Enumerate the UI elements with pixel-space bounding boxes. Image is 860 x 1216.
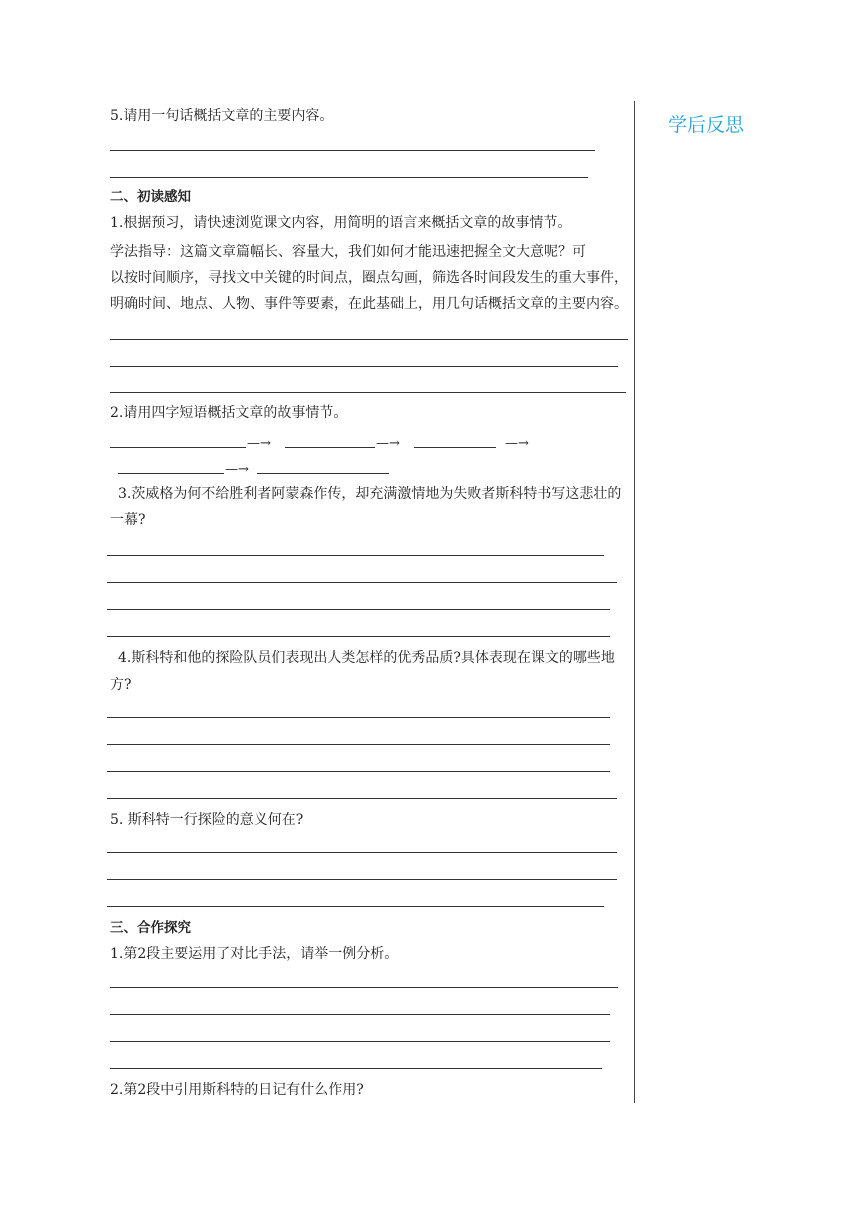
plot-blank-2 bbox=[285, 447, 375, 448]
question-2-4-line-2: 方? bbox=[110, 677, 132, 693]
question-2-3-line-1: 3.茨威格为何不给胜利者阿蒙森作传，却充满激情地为失败者斯科特书写这悲壮的 bbox=[118, 486, 622, 502]
answer-line bbox=[110, 150, 595, 151]
answer-line bbox=[110, 177, 588, 178]
answer-line bbox=[110, 1014, 610, 1015]
question-3-2: 2.第2段中引用斯科特的日记有什么作用? bbox=[110, 1082, 364, 1098]
answer-line bbox=[107, 771, 610, 772]
question-2-3-line-2: 一幕? bbox=[110, 512, 146, 528]
answer-line bbox=[107, 555, 604, 556]
answer-line bbox=[107, 879, 617, 880]
answer-line bbox=[110, 339, 628, 340]
arrow-icon: —→ bbox=[376, 436, 400, 451]
question-3-1: 1.第2段主要运用了对比手法，请举一例分析。 bbox=[110, 946, 399, 962]
answer-line bbox=[107, 717, 610, 718]
answer-line bbox=[107, 582, 617, 583]
column-divider bbox=[634, 101, 635, 1103]
arrow-icon: —→ bbox=[247, 436, 271, 451]
section-heading-3: 三、合作探究 bbox=[110, 920, 191, 936]
question-2-5: 5. 斯科特一行探险的意义何在? bbox=[110, 812, 304, 828]
arrow-icon: —→ bbox=[225, 462, 249, 477]
plot-blank-4 bbox=[118, 473, 224, 474]
answer-line bbox=[107, 636, 610, 637]
answer-line bbox=[110, 987, 618, 988]
answer-line bbox=[107, 906, 604, 907]
plot-blank-5 bbox=[257, 473, 389, 474]
sidebar-title: 学后反思 bbox=[668, 114, 745, 136]
plot-blank-1 bbox=[110, 447, 246, 448]
question-2-2: 2.请用四字短语概括文章的故事情节。 bbox=[110, 405, 348, 421]
study-guide-line-3: 明确时间、地点、人物、事件等要素，在此基础上，用几句话概括文章的主要内容。 bbox=[110, 296, 628, 312]
question-2-4-line-1: 4.斯科特和他的探险队员们表现出人类怎样的优秀品质?具体表现在课文的哪些地 bbox=[118, 650, 615, 666]
answer-line bbox=[107, 744, 610, 745]
answer-line bbox=[110, 1068, 602, 1069]
section-heading-2: 二、初读感知 bbox=[110, 189, 191, 205]
answer-line bbox=[107, 609, 610, 610]
answer-line bbox=[110, 392, 626, 393]
answer-line bbox=[110, 366, 618, 367]
arrow-icon: —→ bbox=[505, 436, 529, 451]
question-pre-5: 5.请用一句话概括文章的主要内容。 bbox=[110, 108, 334, 124]
study-guide-line-1: 学法指导：这篇文章篇幅长、容量大，我们如何才能迅速把握全文大意呢？可 bbox=[110, 244, 586, 260]
plot-blank-3 bbox=[414, 447, 496, 448]
answer-line bbox=[107, 798, 617, 799]
question-2-1: 1.根据预习，请快速浏览课文内容，用简明的语言来概括文章的故事情节。 bbox=[110, 215, 572, 231]
answer-line bbox=[110, 1041, 610, 1042]
study-guide-line-2: 以按时间顺序，寻找文中关键的时间点，圈点勾画，筛选各时间段发生的重大事件， bbox=[110, 270, 628, 286]
answer-line bbox=[107, 852, 617, 853]
